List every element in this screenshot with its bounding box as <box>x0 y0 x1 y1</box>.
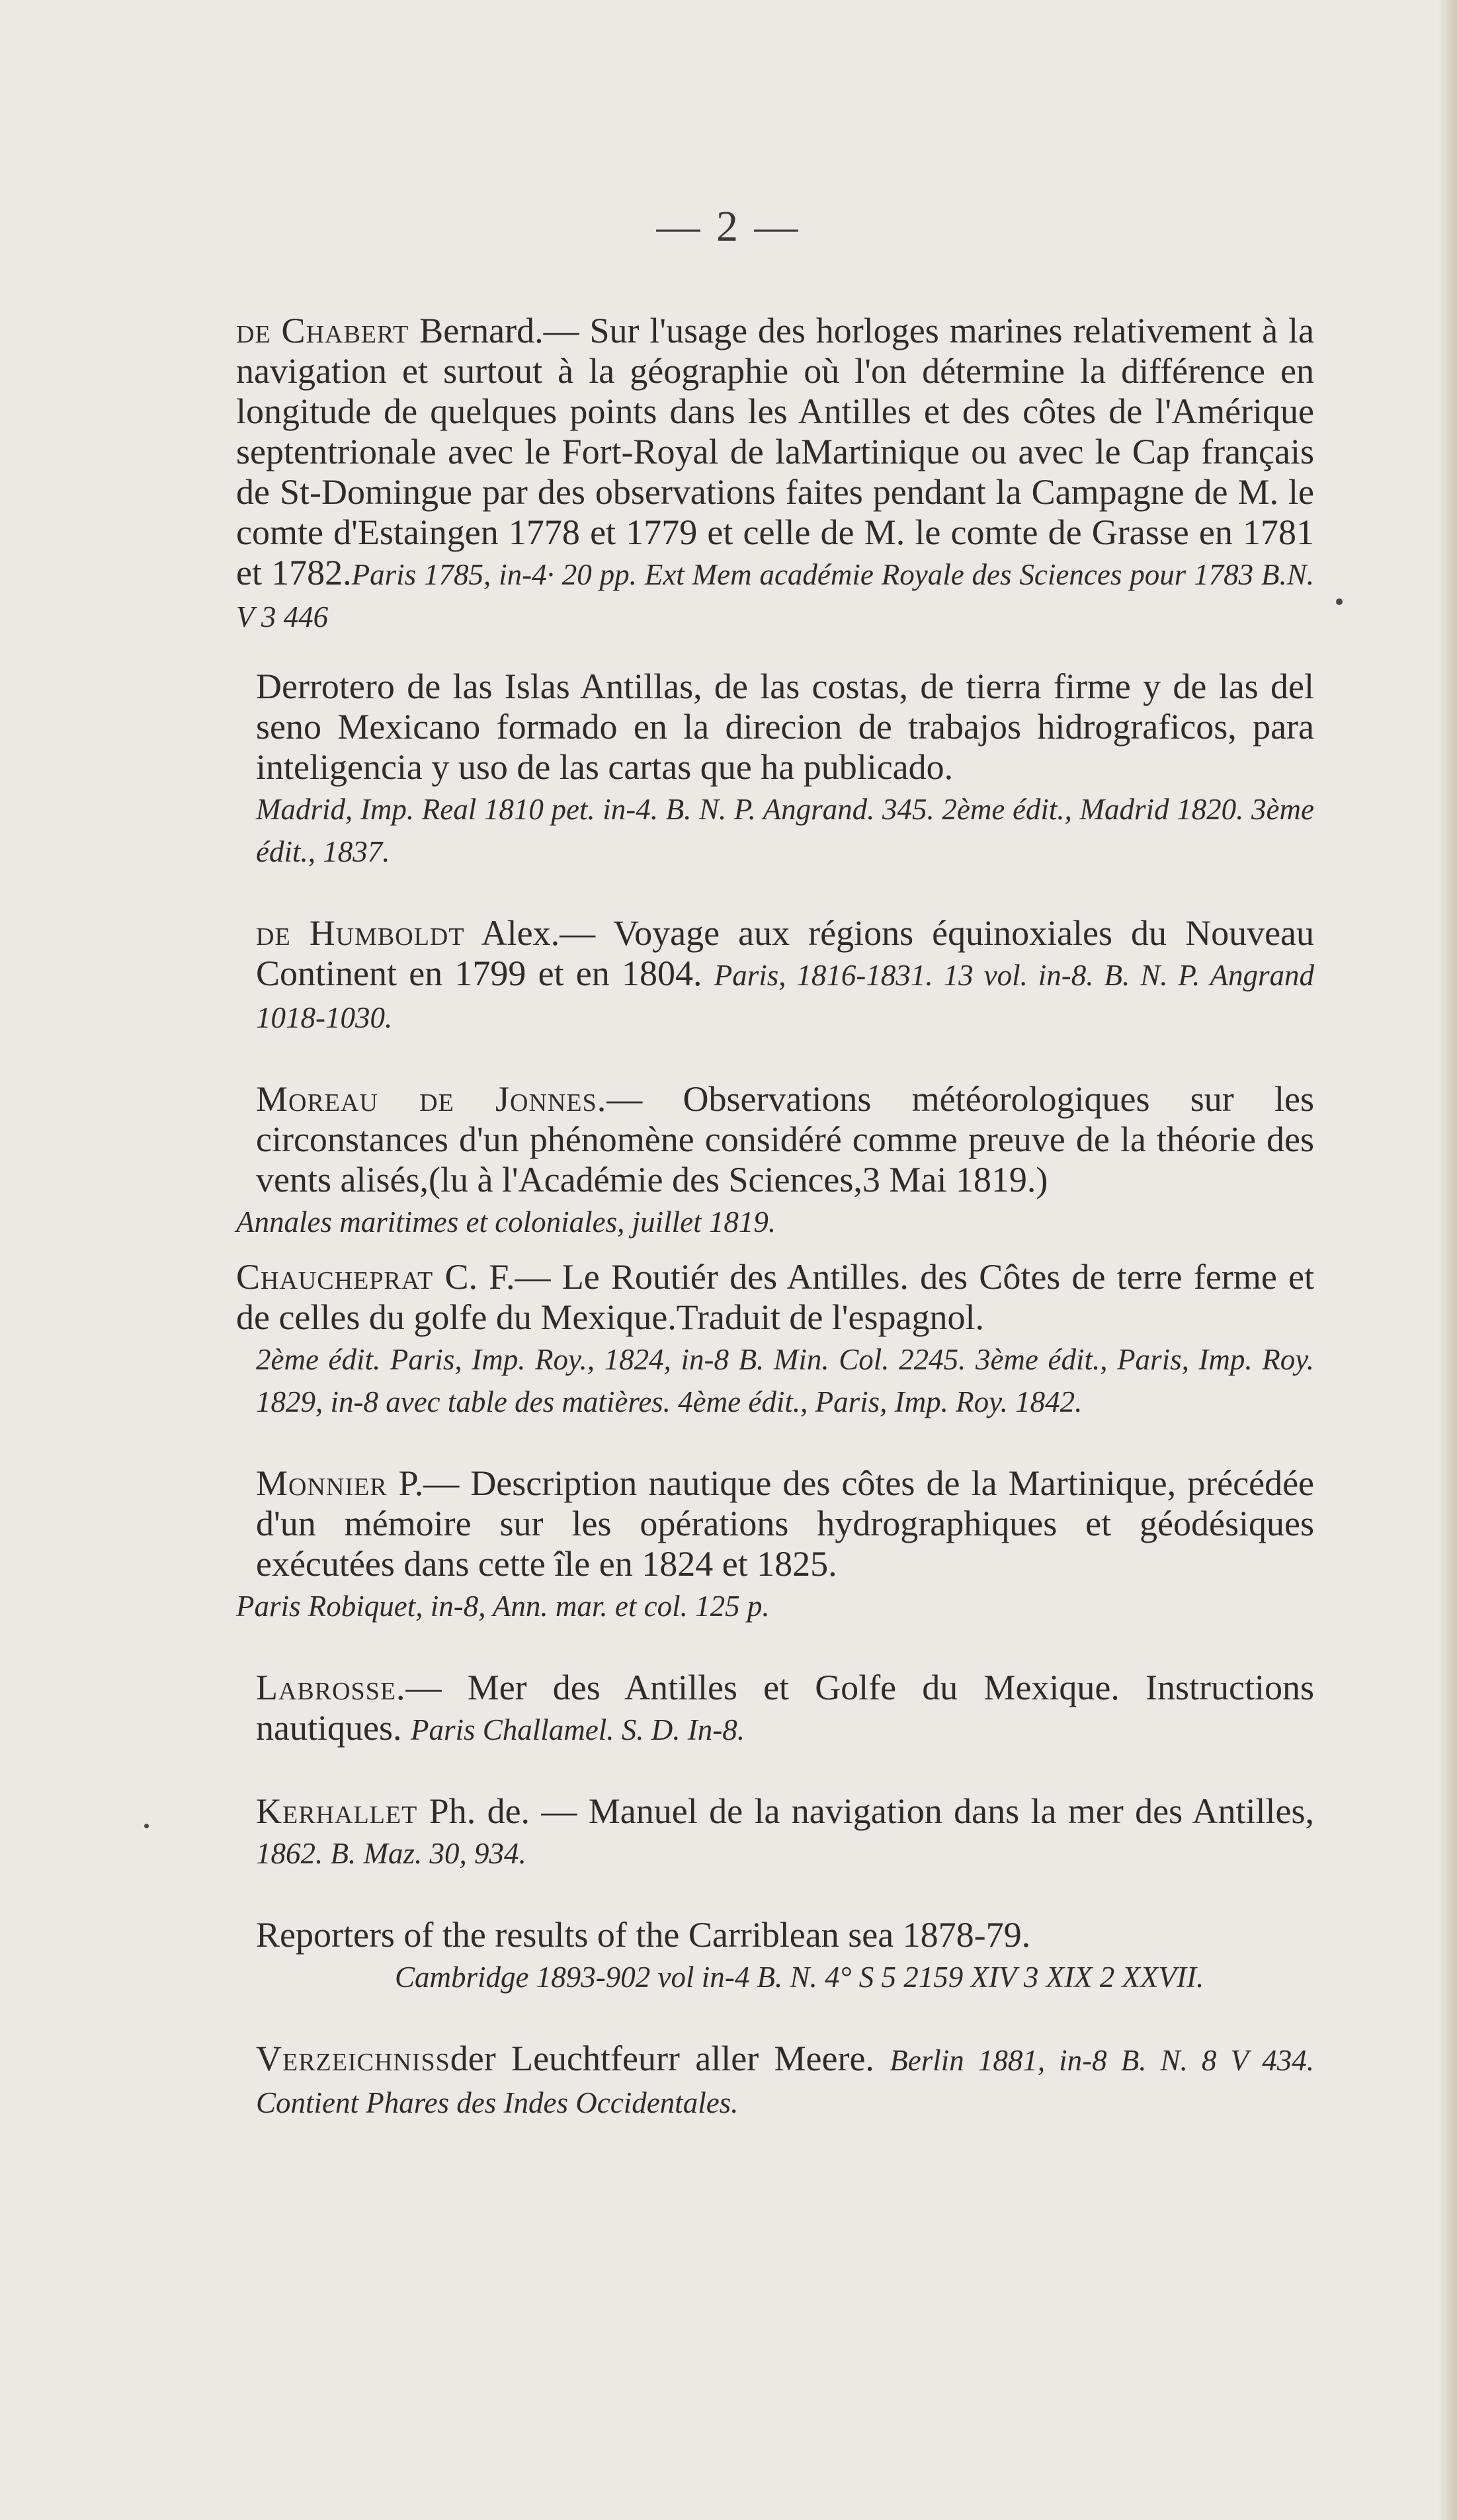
author-name: Verzeichniss <box>256 2039 450 2078</box>
entry-body: — Sur l'usage des horloges marines relativement à la navigation et surtout à la géographie où l'on détermine la différence en longitude de quelques points dans les Antilles et des côtes de l'Amérique septentrionale avec le Fort-Royal de laMartinique ou avec le Cap français de St-Domingue par des observations faites pendant la Campagne de M. le comte d'Estaingen 1778 et 1779 et celle de M. le comte de Grasse en 1781 et 1782. <box>236 311 1314 592</box>
entry-citation: Paris Challamel. S. D. In-8. <box>410 1713 745 1746</box>
entry-citation: Berlin 1881, in-8 B. N. 8 V 434. Contient Phares des Indes Occidentales. <box>256 2044 1314 2119</box>
bibliography-column <box>163 311 1314 2123</box>
entry-citation: 2ème édit. Paris, Imp. Roy., 1824, in-8 B. Min. Col. 2245. 3ème édit., Paris, Imp. Roy. 1829, in-8 avec table des matières. 4ème édit., Paris, Imp. Roy. 1842. <box>256 1343 1314 1418</box>
bibliography-entry-monnier <box>163 1463 1314 1627</box>
author-prefix: de <box>256 913 291 953</box>
page-gutter-shadow <box>1438 0 1457 2520</box>
bibliography-entry-moreau-de-jonnes <box>163 1079 1314 1242</box>
bibliography-entry-reporters <box>163 1915 1314 1998</box>
author-rest: P. <box>387 1463 424 1503</box>
author-rest: C. F. <box>433 1257 515 1297</box>
author-rest: Alex. <box>464 913 560 953</box>
bibliography-entry-chaucheprat <box>163 1257 1314 1422</box>
author-name: Labrosse. <box>256 1668 406 1707</box>
entry-body: — Mer des Antilles et Golfe du Mexique. Instructions nautiques. <box>256 1668 1314 1748</box>
entry-body: — Le Routiér des Antilles. des Côtes de terre ferme et de celles du golfe du Mexique.Traduit de l'espagnol. <box>236 1257 1314 1337</box>
entry-citation: 1862. B. Maz. 30, 934. <box>256 1837 526 1870</box>
author-name: Kerhallet <box>256 1791 418 1831</box>
entry-citation: Paris, 1816-1831. 13 vol. in-8. B. N. P. Angrand 1018-1030. <box>256 959 1315 1034</box>
bibliography-entry-derrotero <box>163 667 1314 872</box>
entry-body: Derrotero de las Islas Antillas, de las costas, de tierra firme y de las del seno Mexicano formado en la direcion de trabajos hidrograficos, para inteligencia y uso de las cartas que ha publicado. <box>256 667 1314 787</box>
entry-body: Reporters of the results of the Carriblean sea 1878-79. <box>256 1915 1031 1955</box>
entry-body: — Observations météorologiques sur les circonstances d'un phénomène considéré comme preuve de la théorie des vents alisés,(lu à l'Académie des Sciences,3 Mai 1819.) <box>256 1079 1314 1199</box>
author-rest: Bernard. <box>409 311 544 350</box>
bibliography-entry-humboldt <box>163 913 1314 1038</box>
author-name: Moreau de Jonnes. <box>256 1079 607 1119</box>
entry-body: der Leuchtfeurr aller Meere. <box>450 2039 874 2078</box>
page-number: — 2 — <box>656 202 801 251</box>
author-name: Chaucheprat <box>236 1257 434 1297</box>
entry-citation: Paris Robiquet, in-8, Ann. mar. et col. 125 p. <box>236 1590 770 1623</box>
entry-citation: Annales maritimes et coloniales, juillet 1819. <box>236 1205 776 1239</box>
entry-citation: Madrid, Imp. Real 1810 pet. in-4. B. N. P. Angrand. 345. 2ème édit., Madrid 1820. 3ème édit., 1837. <box>256 793 1314 868</box>
author-name: Humboldt <box>309 913 465 953</box>
bibliography-entry-labrosse <box>163 1668 1314 1750</box>
entry-body: — Manuel de la navigation dans la mer des Antilles, <box>530 1791 1314 1831</box>
entry-citation: Cambridge 1893-902 vol in-4 B. N. 4° S 5 2159 XIV 3 XIX 2 XXVII. <box>395 1961 1204 1994</box>
bibliography-entry-chabert <box>163 311 1314 637</box>
bibliography-entry-verzeichniss <box>163 2039 1314 2123</box>
author-name: Chabert <box>281 311 409 350</box>
bibliography-entry-kerhallet <box>163 1791 1314 1874</box>
author-prefix: de <box>236 311 271 350</box>
margin-speck <box>1336 598 1343 605</box>
author-rest: Ph. de. <box>417 1791 530 1831</box>
entry-citation: Paris 1785, in-4· 20 pp. Ext Mem académie Royale des Sciences pour 1783 B.N. V 3 446 <box>236 558 1314 633</box>
margin-speck <box>144 1824 149 1828</box>
entry-body: — Voyage aux régions équinoxiales du Nouveau Continent en 1799 et en 1804. <box>256 913 1315 993</box>
entry-body: — Description nautique des côtes de la Martinique, précédée d'un mémoire sur les opérations hydrographiques et géodésiques exécutées dans cette île en 1824 et 1825. <box>256 1463 1314 1584</box>
author-name: Monnier <box>256 1463 388 1503</box>
